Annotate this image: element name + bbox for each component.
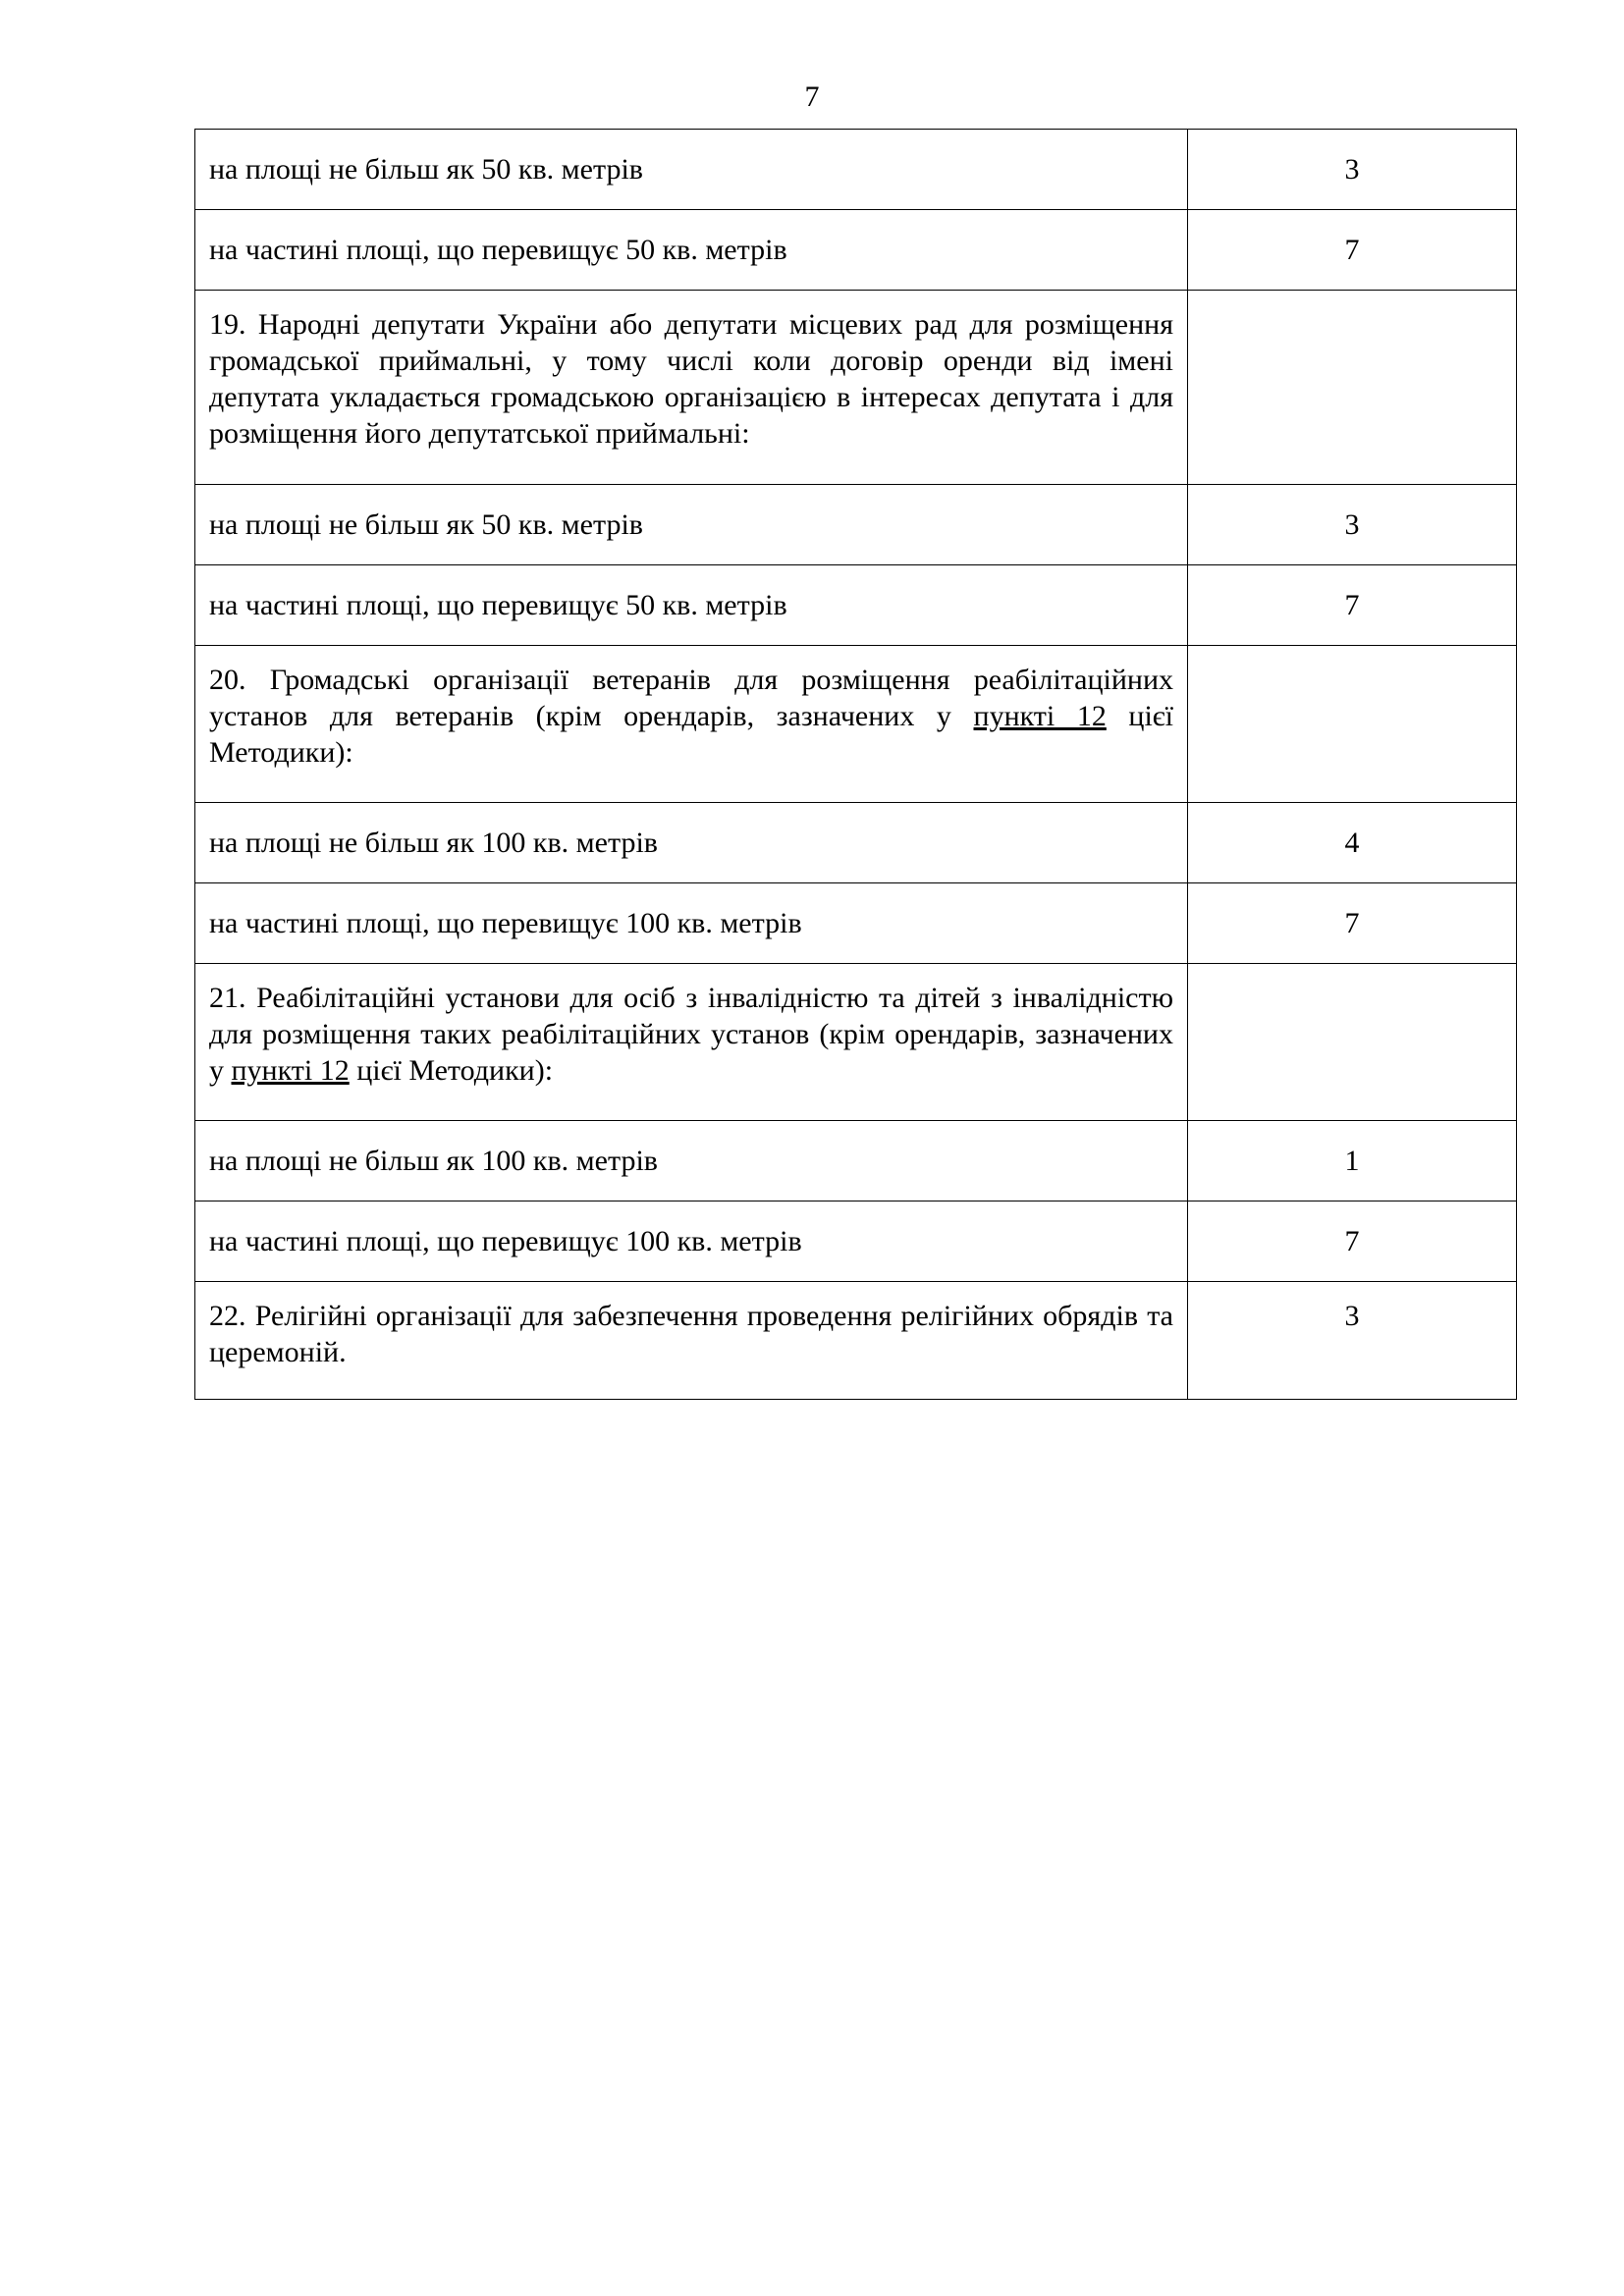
table-row — [195, 210, 1517, 291]
table-row — [195, 1121, 1517, 1201]
table-row — [195, 646, 1517, 803]
table-row — [195, 130, 1517, 210]
table-row — [195, 1201, 1517, 1282]
row-description-text: цієї Методики): — [209, 700, 1174, 769]
row-description — [195, 964, 1188, 1121]
row-description: 22. Релігійні організації для забезпечення проведення релігійних обрядів та церемоній. — [195, 1282, 1188, 1400]
row-description: на площі не більш як 50 кв. метрів — [195, 130, 1188, 210]
row-description: на частині площі, що перевищує 100 кв. метрів — [195, 1201, 1188, 1282]
row-description: на площі не більш як 100 кв. метрів — [195, 1121, 1188, 1201]
table-row — [195, 1282, 1517, 1400]
row-description: на площі не більш як 50 кв. метрів — [195, 485, 1188, 565]
row-description-text: цієї Методики): — [349, 1054, 554, 1087]
table-row — [195, 883, 1517, 964]
row-value: 7 — [1188, 1201, 1517, 1282]
row-value: 7 — [1188, 210, 1517, 291]
row-value: 1 — [1188, 1121, 1517, 1201]
row-value: 3 — [1188, 1282, 1517, 1400]
page-number: 7 — [804, 80, 820, 113]
row-value: 4 — [1188, 803, 1517, 883]
table-row — [195, 964, 1517, 1121]
row-value: 3 — [1188, 130, 1517, 210]
row-description: на частині площі, що перевищує 50 кв. метрів — [195, 210, 1188, 291]
row-description: 19. Народні депутати України або депутати місцевих рад для розміщення громадської приймальні, у тому числі коли договір оренди від імені депутата укладається громадською організацією в інтересах депутата і для розміщення його депутатської приймальні: — [195, 291, 1188, 485]
row-description: на частині площі, що перевищує 50 кв. метрів — [195, 565, 1188, 646]
table-row — [195, 291, 1517, 485]
row-description: на площі не більш як 100 кв. метрів — [195, 803, 1188, 883]
row-value — [1188, 291, 1517, 485]
row-description — [195, 646, 1188, 803]
clause-link[interactable]: пункті 12 — [231, 1054, 350, 1087]
table-row — [195, 565, 1517, 646]
row-description: на частині площі, що перевищує 100 кв. метрів — [195, 883, 1188, 964]
row-value: 3 — [1188, 485, 1517, 565]
table-row — [195, 485, 1517, 565]
row-value: 7 — [1188, 883, 1517, 964]
clause-link[interactable]: пункті 12 — [973, 700, 1107, 732]
rates-table — [194, 129, 1517, 1400]
row-value — [1188, 646, 1517, 803]
row-description-text: 20. Громадські організації ветеранів для розміщення реабілітаційних установ для ветеранів (крім орендарів, зазначених у — [209, 664, 1173, 732]
row-description-text: 21. Реабілітаційні установи для осіб з інвалідністю та дітей з інвалідністю для розміщення таких реабілітаційних установ (крім орендарів, зазначених у — [209, 982, 1173, 1087]
table-row — [195, 803, 1517, 883]
row-value: 7 — [1188, 565, 1517, 646]
row-value — [1188, 964, 1517, 1121]
